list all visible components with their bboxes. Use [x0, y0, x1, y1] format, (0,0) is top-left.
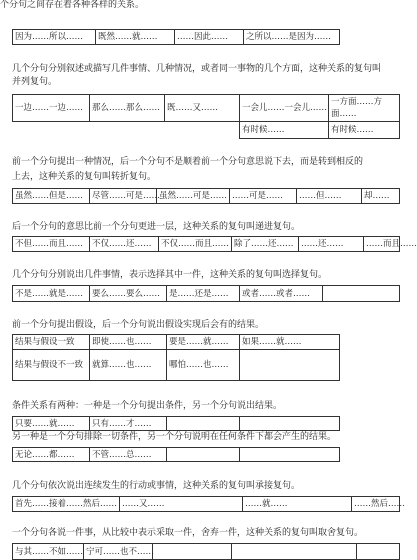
transition-desc-2: 上去，这种关系的复句叫转折复句。: [12, 172, 157, 182]
hypothetical-cell: 就算……也……: [90, 350, 167, 381]
hypothetical-cell: 哪怕……也……: [167, 350, 240, 381]
hypothetical-cell: 如果……就……: [240, 335, 340, 350]
progressive-cell: 不仅……还……: [90, 237, 159, 252]
progressive-cell: 不但……而且……: [13, 237, 90, 252]
conditional-cell: 只要……就……: [13, 417, 90, 431]
parallel-cell: 一方面……方面……: [329, 95, 400, 122]
sequential-cell: ……又……: [120, 497, 243, 512]
empty-cell: [90, 122, 165, 139]
conditional-cell: [167, 417, 240, 431]
choice-cell: 要么……要么……: [90, 286, 167, 302]
progressive-cell: ……还……: [299, 237, 364, 252]
transition-cell: ……可是……: [230, 189, 297, 204]
selective-cell: 与其……不如……: [13, 544, 84, 560]
transition-table: [12, 188, 400, 204]
conditional-table-1: [12, 416, 340, 431]
empty-cell: [165, 122, 240, 139]
parallel-cell: 一会儿……一会儿……: [240, 95, 329, 122]
hypothetical-cell: 结果与假设一致: [13, 335, 90, 350]
selective-desc: 一个分句各说一件事，从比较中表示采取一件，舍弃一件，这种关系的复句叫取舍复句。: [12, 528, 364, 538]
progressive-cell: ……而且……: [364, 237, 400, 252]
conditional-cell: 无论……都……: [13, 448, 90, 462]
selective-cell: [357, 544, 400, 560]
conditional-cell: 不管……总……: [90, 448, 167, 462]
progressive-desc: 后一个分句的意思比前一个分句更进一层，这种关系的复句叫递进复句。: [12, 222, 301, 232]
transition-cell: 虽然……但是……: [13, 189, 90, 204]
choice-table: [12, 285, 400, 302]
selective-table: [12, 543, 400, 560]
sequential-cell: ……然后……: [352, 497, 400, 512]
sequential-desc: 几个分句依次说出连续发生的行动或事情，这种关系的复句叫承接复句。: [12, 481, 301, 491]
sequential-cell: ……就……: [243, 497, 352, 512]
conditional-table-2: [12, 447, 340, 462]
causal-cell: 既然……就……: [96, 30, 175, 45]
choice-cell: 不是……就是……: [13, 286, 90, 302]
choice-cell: [323, 286, 400, 302]
empty-cell: [13, 122, 90, 139]
causal-cell: 之所以……是因为……: [244, 30, 340, 45]
conditional-desc-2: 另一种是一个分句排除一切条件，另一个分句说明在任何条件下都会产生的结果。: [12, 432, 337, 442]
progressive-cell: 不仅……而且……: [159, 237, 232, 252]
sequential-cell: 首先……接着……然后……: [13, 497, 120, 512]
causal-cell: 因为……所以……: [13, 30, 96, 45]
transition-cell: ……但……: [297, 189, 362, 204]
conditional-cell: [240, 448, 340, 462]
progressive-cell: 除了……还……: [232, 237, 299, 252]
conditional-desc-1: 条件关系有两种：一种是一个分句提出条件，另一个分句说出结果。: [12, 401, 283, 411]
transition-cell: 却……: [362, 189, 400, 204]
transition-cell: 尽管……可是……: [90, 189, 157, 204]
selective-cell: [232, 544, 357, 560]
progressive-table: [12, 236, 417, 252]
transition-desc-1: 前一个分句提出一种情况，后一个分句不是顺着前一个分句意思说下去，而是转到相反的: [12, 157, 364, 167]
conditional-cell: 只有……才……: [90, 417, 167, 431]
selective-cell: 宁可……也不……: [84, 544, 153, 560]
choice-cell: 或者……或者……: [240, 286, 323, 302]
conditional-cell: [167, 448, 240, 462]
hypothetical-cell: 结果与假设不一致: [13, 350, 90, 381]
intro-text: 个分句之间存在着各种各样的关系。: [0, 0, 145, 10]
parallel-cell: 既……又……: [165, 95, 240, 122]
hypothetical-cell: 即使……也……: [90, 335, 167, 350]
parallel-desc-2: 并列复句。: [12, 77, 58, 87]
transition-cell: 虽然……可是……: [157, 189, 230, 204]
parallel-cell: 一边……一边……: [13, 95, 90, 122]
hypothetical-cell: 要是……就……: [167, 335, 240, 350]
causal-cell: ……因此……: [175, 30, 244, 45]
hypothetical-desc: 前一个分句提出假设，后一个分句说出假设实现后会有的结果。: [12, 320, 265, 330]
parallel-cell: 那么……那么……: [90, 95, 165, 122]
hypothetical-cell: [240, 350, 340, 381]
hypothetical-table: [12, 334, 340, 381]
parallel-cell: 有时候……: [240, 122, 329, 139]
parallel-table: [12, 94, 400, 139]
choice-desc: 几个分句分别说出几件事情，表示选择其中一件，这种关系的复句叫选择复句。: [12, 270, 328, 280]
parallel-desc-1: 几个分句分别叙述或描写几件事情、几种情况，或者同一事物的几个方面，这种关系的复句叫: [12, 64, 382, 74]
sequential-table: [12, 496, 406, 512]
choice-cell: 是……还是……: [167, 286, 240, 302]
conditional-cell: [240, 417, 340, 431]
selective-cell: [153, 544, 232, 560]
parallel-cell: 有时候……: [329, 122, 400, 139]
causal-table: [12, 29, 340, 45]
